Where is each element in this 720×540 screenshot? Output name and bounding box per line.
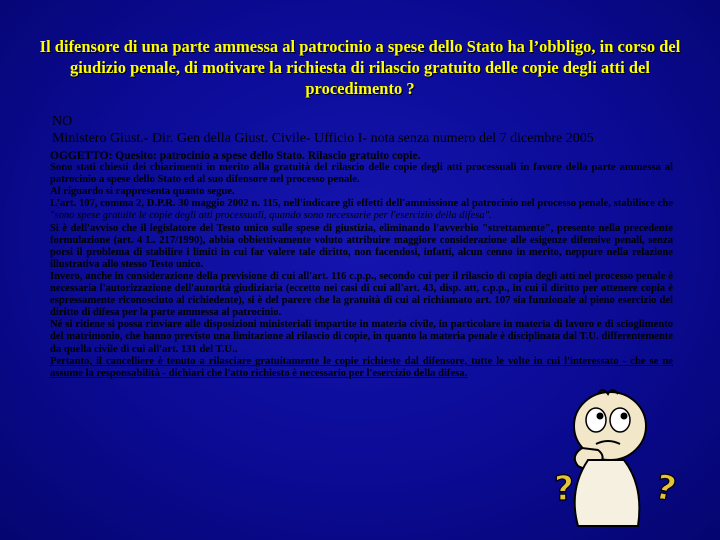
body-text: [50, 150, 673, 380]
paragraph-regard: Al riguardo si rappresenta quanto segue.: [50, 186, 235, 198]
cartoon-eye-right: [610, 408, 630, 432]
cartoon-body: [575, 460, 640, 526]
question-mark-left: ?: [554, 469, 574, 509]
question-mark-right: ?: [651, 466, 680, 511]
thinking-face-icon: [548, 388, 698, 533]
cartoon-pupil-left: [597, 413, 604, 420]
paragraph-conclusion: Pertanto, il cancelliere è tenuto a rilasciare gratuitamente le copie richieste dal difensore, tutte le volte in cui l'interessato - che se ne assume la responsabilità - dichiari che l'atto richiesto è necessario per l'esercizio della difesa.: [50, 355, 673, 379]
paragraph-art116: Invero, anche in considerazione della previsione di cui all'art. 116 c.p.p., secondo cui per il rilascio di copia degli atti nel processo penale è necessaria l'autorizzazione dell'autorità giudiziaria (eccetto nei casi di cui all'art. 43, disp. att, c.p.p., in cui il diritto per ottenere copia è espressamente riconosciuto al richiedente), si è del parere che la gratuità di cui al richiamato art. 107 sia funzionale al pieno esercizio del diritto di difesa per la parte ammessa al patrocinio.: [50, 270, 673, 319]
oggetto-line: OGGETTO: Quesito: patrocinio a spese dello Stato. Rilascio gratuito copie.: [50, 150, 421, 162]
cartoon-pupil-right: [621, 413, 628, 420]
art107-text: L'art. 107, comma 2, D.P.R. 30 maggio 2002 n. 115, nell'indicare gli effetti dell'ammissione al patrocinio nel processo penale, stabilisce che: [50, 198, 673, 210]
paragraph-civil: Né si ritiene si possa rinviare alle disposizioni ministeriali impartite in materia civile, in particolare in materia di lavoro e di scioglimento del matrimonio, che hanno previsto una limitazione al rilascio di copie, in quanto la materia penale è disciplinata dal T.U. differentemente da quella civile di cui all'art. 131 del T.U..: [50, 319, 673, 355]
cartoon-eye-left: [586, 408, 606, 432]
slide-title: Il difensore di una parte ammessa al patrocinio a spese dello Stato ha l’obbligo, in corso del giudizio penale, di motivare la richiesta di rilascio gratuito delle copie degli atti del procedimento ?: [39, 37, 681, 98]
source-heading: Ministero Giust.- Dir. Gen della Giust. Civile- Ufficio I- nota senza numero del 7 dicembre 2005: [52, 131, 594, 146]
paragraph-request: Sono stati chiesti dei chiarimenti in merito alla gratuità del rilascio delle copie degli atti processuali in favore della parte ammessa al patrocinio a spese dello Stato ed al suo difensore nel processo penale.: [50, 162, 673, 186]
paragraph-legislator: Si è dell'avviso che il legislatore del Testo unico sulle spese di giustizia, eliminando l'avverbio "strettamente", presente nella precedente formulazione (art. 4 L. 217/1990), abbia obbiettivamente voluto attribuire maggiore considerazione alle esigenze difensive penali, senza porsi il problema di stabilire i limiti in cui far valere tale diritto, non facendosi, infatti, alcun cenno in merito, neppure nella relazione illustrativa allo stesso Testo unico.: [50, 222, 673, 270]
paragraph-art107: [50, 198, 673, 222]
art107-quote: "sono spese gratuite le copie degli atti processuali, quando sono necessarie per l'esercizio della difesa".: [50, 210, 492, 222]
answer-heading: NO: [52, 114, 73, 129]
